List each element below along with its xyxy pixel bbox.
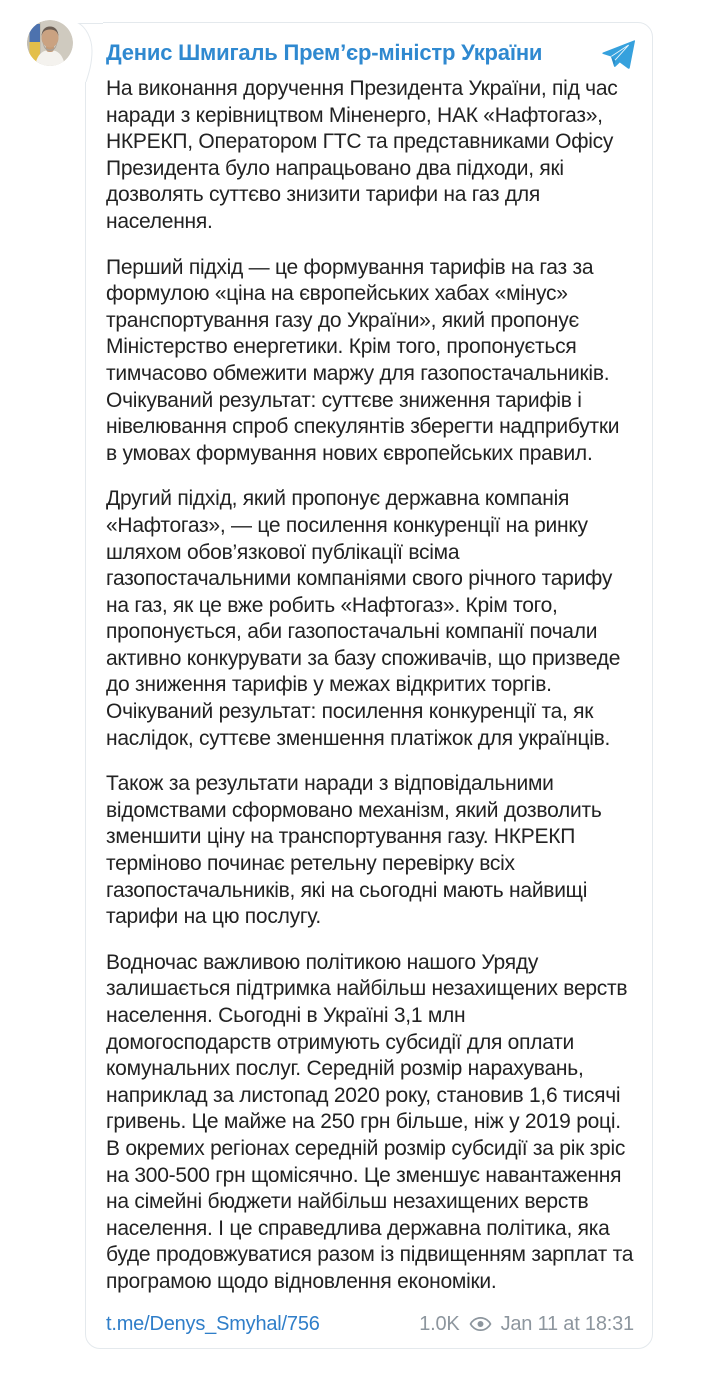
post-meta [419, 1312, 634, 1336]
message-text [106, 76, 634, 1296]
message-paragraph: Перший підхід — це формування тарифів на газ за формулою «ціна на європейських хабах «мінус» транспортування газу до України», який пропонує Міністерство енергетики. Крім того, пропонується тимчасово обмежити маржу для газопостачальників. Очікуваний результат: суттєве зниження тарифів і нівелювання спроб спекулянтів зберегти надприбутки в умовах формування нових європейських правил. [106, 255, 620, 465]
message-paragraph: Також за результати наради з відповідальними відомствами сформовано механізм, який дозволить зменшити ціну на транспортування газу. НКРЕКП терміново починає ретельну перевірку всіх газопостачальників, які на сьогодні мають найвищі тарифи на цю послугу. [106, 772, 602, 929]
flag-blue-stripe [30, 24, 41, 43]
views-count: 1.0K [419, 1312, 460, 1335]
message-paragraph: Водночас важливою політикою нашого Уряду залишається підтримка найбільш незахищених верств населення. Сьогодні в Україні 3,1 млн домогосподарств отримують субсидії для оплати комунальних послуг. Середній розмір нарахувань, наприклад за листопад 2020 року, становив 1,6 тисячі гривень. Це майже на 250 грн більше, ніж у 2019 році. В окремих регіонах середній розмір субсидії за рік зріс на 300-500 грн щомісячно. Це зменшує навантаження на сімейні бюджети найбільш незахищених верств населення. І це справедлива державна політика, яка буде продовжуватися разом із підвищенням зарплат та програмою щодо відновлення економіки. [106, 950, 634, 1293]
post-footer [106, 1312, 634, 1336]
message-bubble [85, 22, 653, 1349]
message-paragraph: На виконання доручення Президента України, під час наради з керівництвом Міненерго, НАК «Нафтогаз», НКРЕКП, Оператором ГТС та представниками Офісу Президента було напрацьовано два підходи, які дозволять суттєво знизити тарифи на газ для населення. [106, 77, 618, 233]
message-paragraph: Другий підхід, який пропонує державна компанія «Нафтогаз», — це посилення конкуренції на ринку шляхом обов’язкової публікації всіма газопостачальними компаніями свого річного тарифу на газ, як це вже робить «Нафтогаз». Крім того, пропонується, аби газопостачальні компанії почали активно конкурувати за базу споживачів, що призведе до зниження тарифів у межах відкритих торгів. Очікуваний результат: посилення конкуренції та, як наслідок, суттєве зменшення платіжок для українців. [106, 487, 621, 750]
eye-icon [469, 1316, 492, 1332]
telegram-plane-icon[interactable] [602, 40, 635, 69]
author-name[interactable]: Денис Шмигаль Прем’єр-міністр України [106, 40, 543, 65]
post-header [106, 39, 634, 67]
bubble-tail [77, 22, 103, 82]
post-link[interactable]: t.me/Denys_Smyhal/756 [106, 1312, 320, 1335]
avatar-image [27, 20, 73, 66]
avatar[interactable] [27, 20, 73, 66]
post-date: Jan 11 at 18:31 [500, 1312, 634, 1335]
